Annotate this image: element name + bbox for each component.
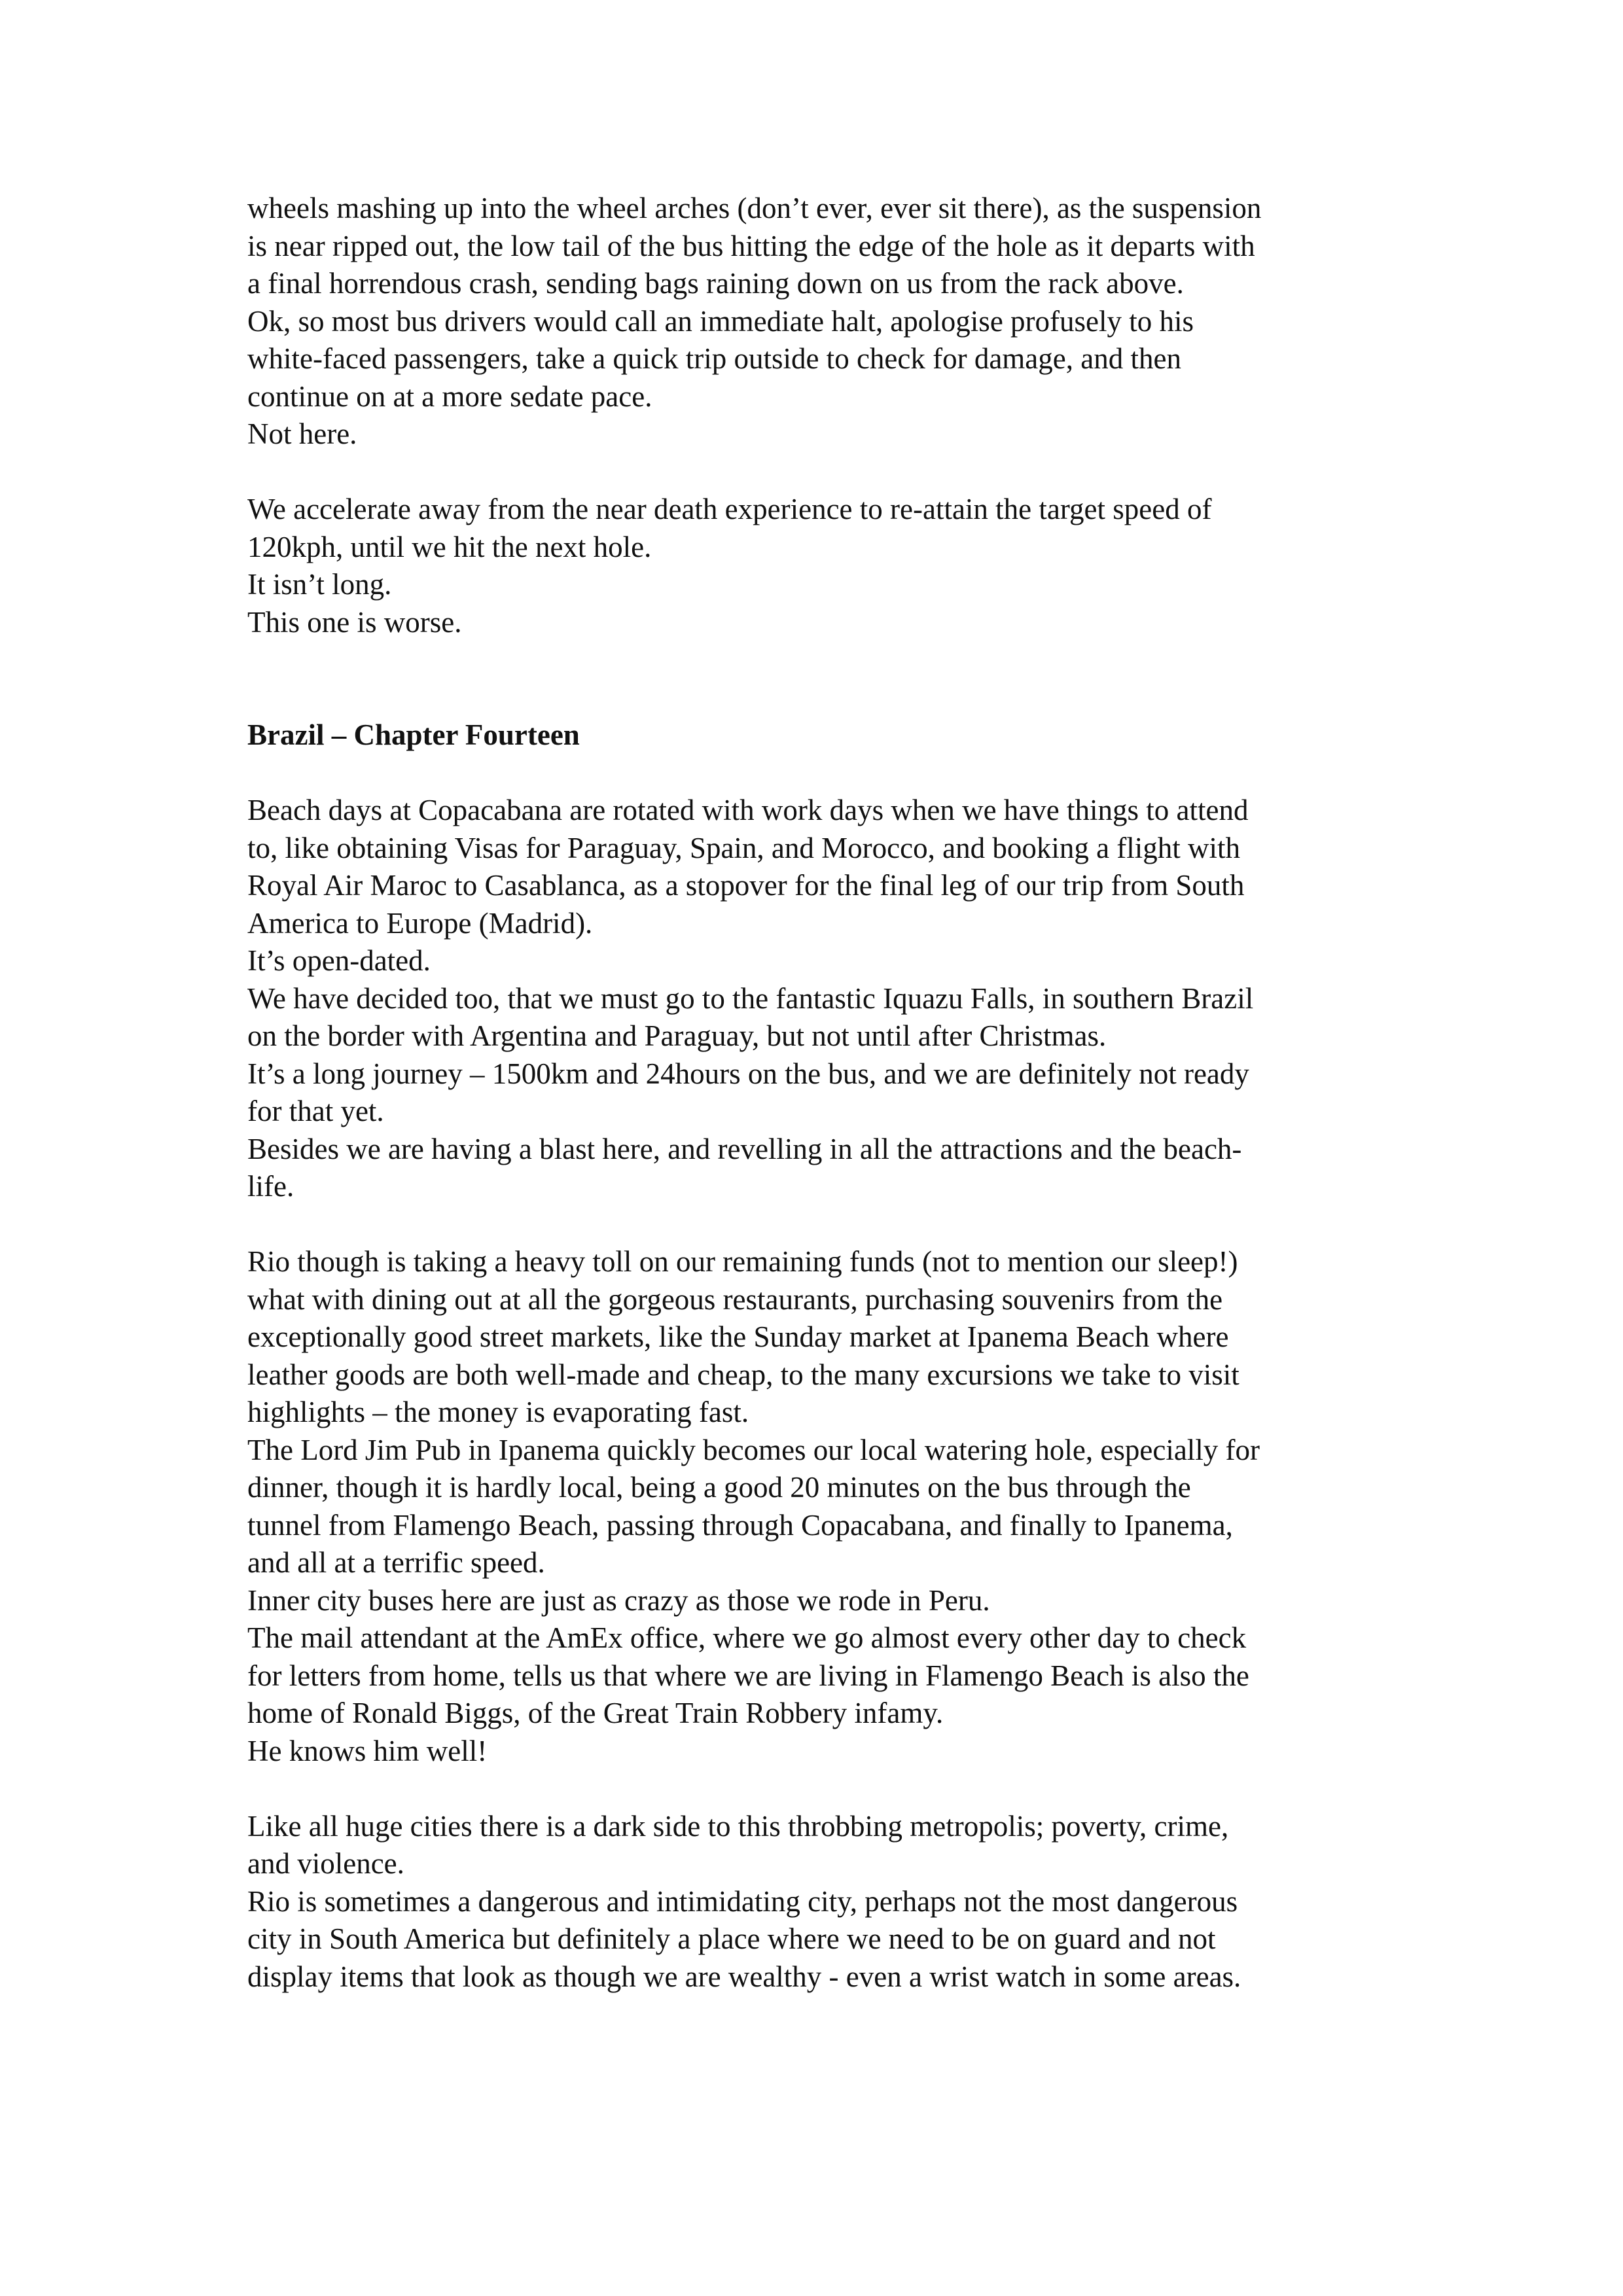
text-line: a final horrendous crash, sending bags raining down on us from the rack above. (247, 267, 1184, 300)
blank-line (247, 1206, 1399, 1244)
text-line: for that yet. (247, 1095, 384, 1127)
text-line: continue on at a more sedate pace. (247, 380, 652, 413)
text-line: on the border with Argentina and Paraguay, but not until after Christmas. (247, 1019, 1107, 1052)
text-line: what with dining out at all the gorgeous restaurants, purchasing souvenirs from the (247, 1282, 1223, 1316)
text-line: Ok, so most bus drivers would call an immediate halt, apologise profusely to his (247, 304, 1194, 338)
text-line: Rio though is taking a heavy toll on our remaining funds (not to mention our sleep!) (247, 1245, 1238, 1278)
text-line: Beach days at Copacabana are rotated with work days when we have things to attend (247, 794, 1249, 826)
text-line: and violence. (247, 1847, 404, 1880)
text-line: tunnel from Flamengo Beach, passing through Copacabana, and finally to Ipanema, (247, 1508, 1233, 1542)
blank-line (247, 1770, 1399, 1808)
text-line: home of Ronald Biggs, of the Great Train Robbery infamy. (247, 1697, 944, 1729)
text-line: 120kph, until we hit the next hole. (247, 530, 652, 563)
text-line: It’s open-dated. (247, 944, 431, 977)
text-line: Like all huge cities there is a dark side to this throbbing metropolis; poverty, crime, (247, 1809, 1229, 1843)
text-line: America to Europe (Madrid). (247, 906, 593, 940)
blank-line (247, 679, 1399, 717)
text-line: He knows him well! (247, 1734, 488, 1767)
text-line: life. (247, 1170, 294, 1203)
text-line: dinner, though it is hardly local, being a good 20 minutes on the bus through the (247, 1471, 1191, 1504)
chapter-heading: Brazil – Chapter Fourteen (247, 718, 580, 751)
text-line: highlights – the money is evaporating fast. (247, 1396, 749, 1428)
text-line: exceptionally good street markets, like the Sunday market at Ipanema Beach where (247, 1320, 1229, 1353)
text-line: We have decided too, that we must go to the fantastic Iquazu Falls, in southern Brazil (247, 981, 1254, 1015)
text-line: white-faced passengers, take a quick trip outside to check for damage, and then (247, 342, 1181, 375)
text-line: for letters from home, tells us that where we are living in Flamengo Beach is also the (247, 1659, 1249, 1692)
text-line: to, like obtaining Visas for Paraguay, Spain, and Morocco, and booking a flight with (247, 831, 1241, 864)
blank-line (247, 754, 1399, 792)
text-line: leather goods are both well-made and cheap, to the many excursions we take to visit (247, 1358, 1240, 1391)
text-line: Royal Air Maroc to Casablanca, as a stopover for the final leg of our trip from South (247, 869, 1245, 902)
text-line: Rio is sometimes a dangerous and intimidating city, perhaps not the most dangerous (247, 1884, 1238, 1918)
text-line: wheels mashing up into the wheel arches (don’t ever, ever sit there), as the suspension (247, 192, 1262, 224)
text-line: It isn’t long. (247, 568, 392, 601)
text-line: Not here. (247, 417, 357, 450)
text-line: The Lord Jim Pub in Ipanema quickly becomes our local watering hole, especially for (247, 1433, 1260, 1466)
text-line: The mail attendant at the AmEx office, where we go almost every other day to check (247, 1621, 1247, 1654)
text-line: is near ripped out, the low tail of the bus hitting the edge of the hole as it departs with (247, 229, 1255, 262)
text-line: city in South America but definitely a place where we need to be on guard and not (247, 1922, 1216, 1955)
document-body (247, 190, 1399, 1996)
text-line: Inner city buses here are just as crazy as those we rode in Peru. (247, 1583, 990, 1617)
text-line: and all at a terrific speed. (247, 1546, 545, 1579)
text-line: display items that look as though we are wealthy - even a wrist watch in some areas. (247, 1960, 1241, 1993)
text-line: It’s a long journey – 1500km and 24hours on the bus, and we are definitely not ready (247, 1057, 1249, 1090)
text-line: We accelerate away from the near death experience to re-attain the target speed of (247, 493, 1212, 525)
text-line: This one is worse. (247, 605, 462, 639)
blank-line (247, 641, 1399, 679)
blank-line (247, 453, 1399, 491)
text-line: Besides we are having a blast here, and revelling in all the attractions and the beach- (247, 1132, 1242, 1165)
